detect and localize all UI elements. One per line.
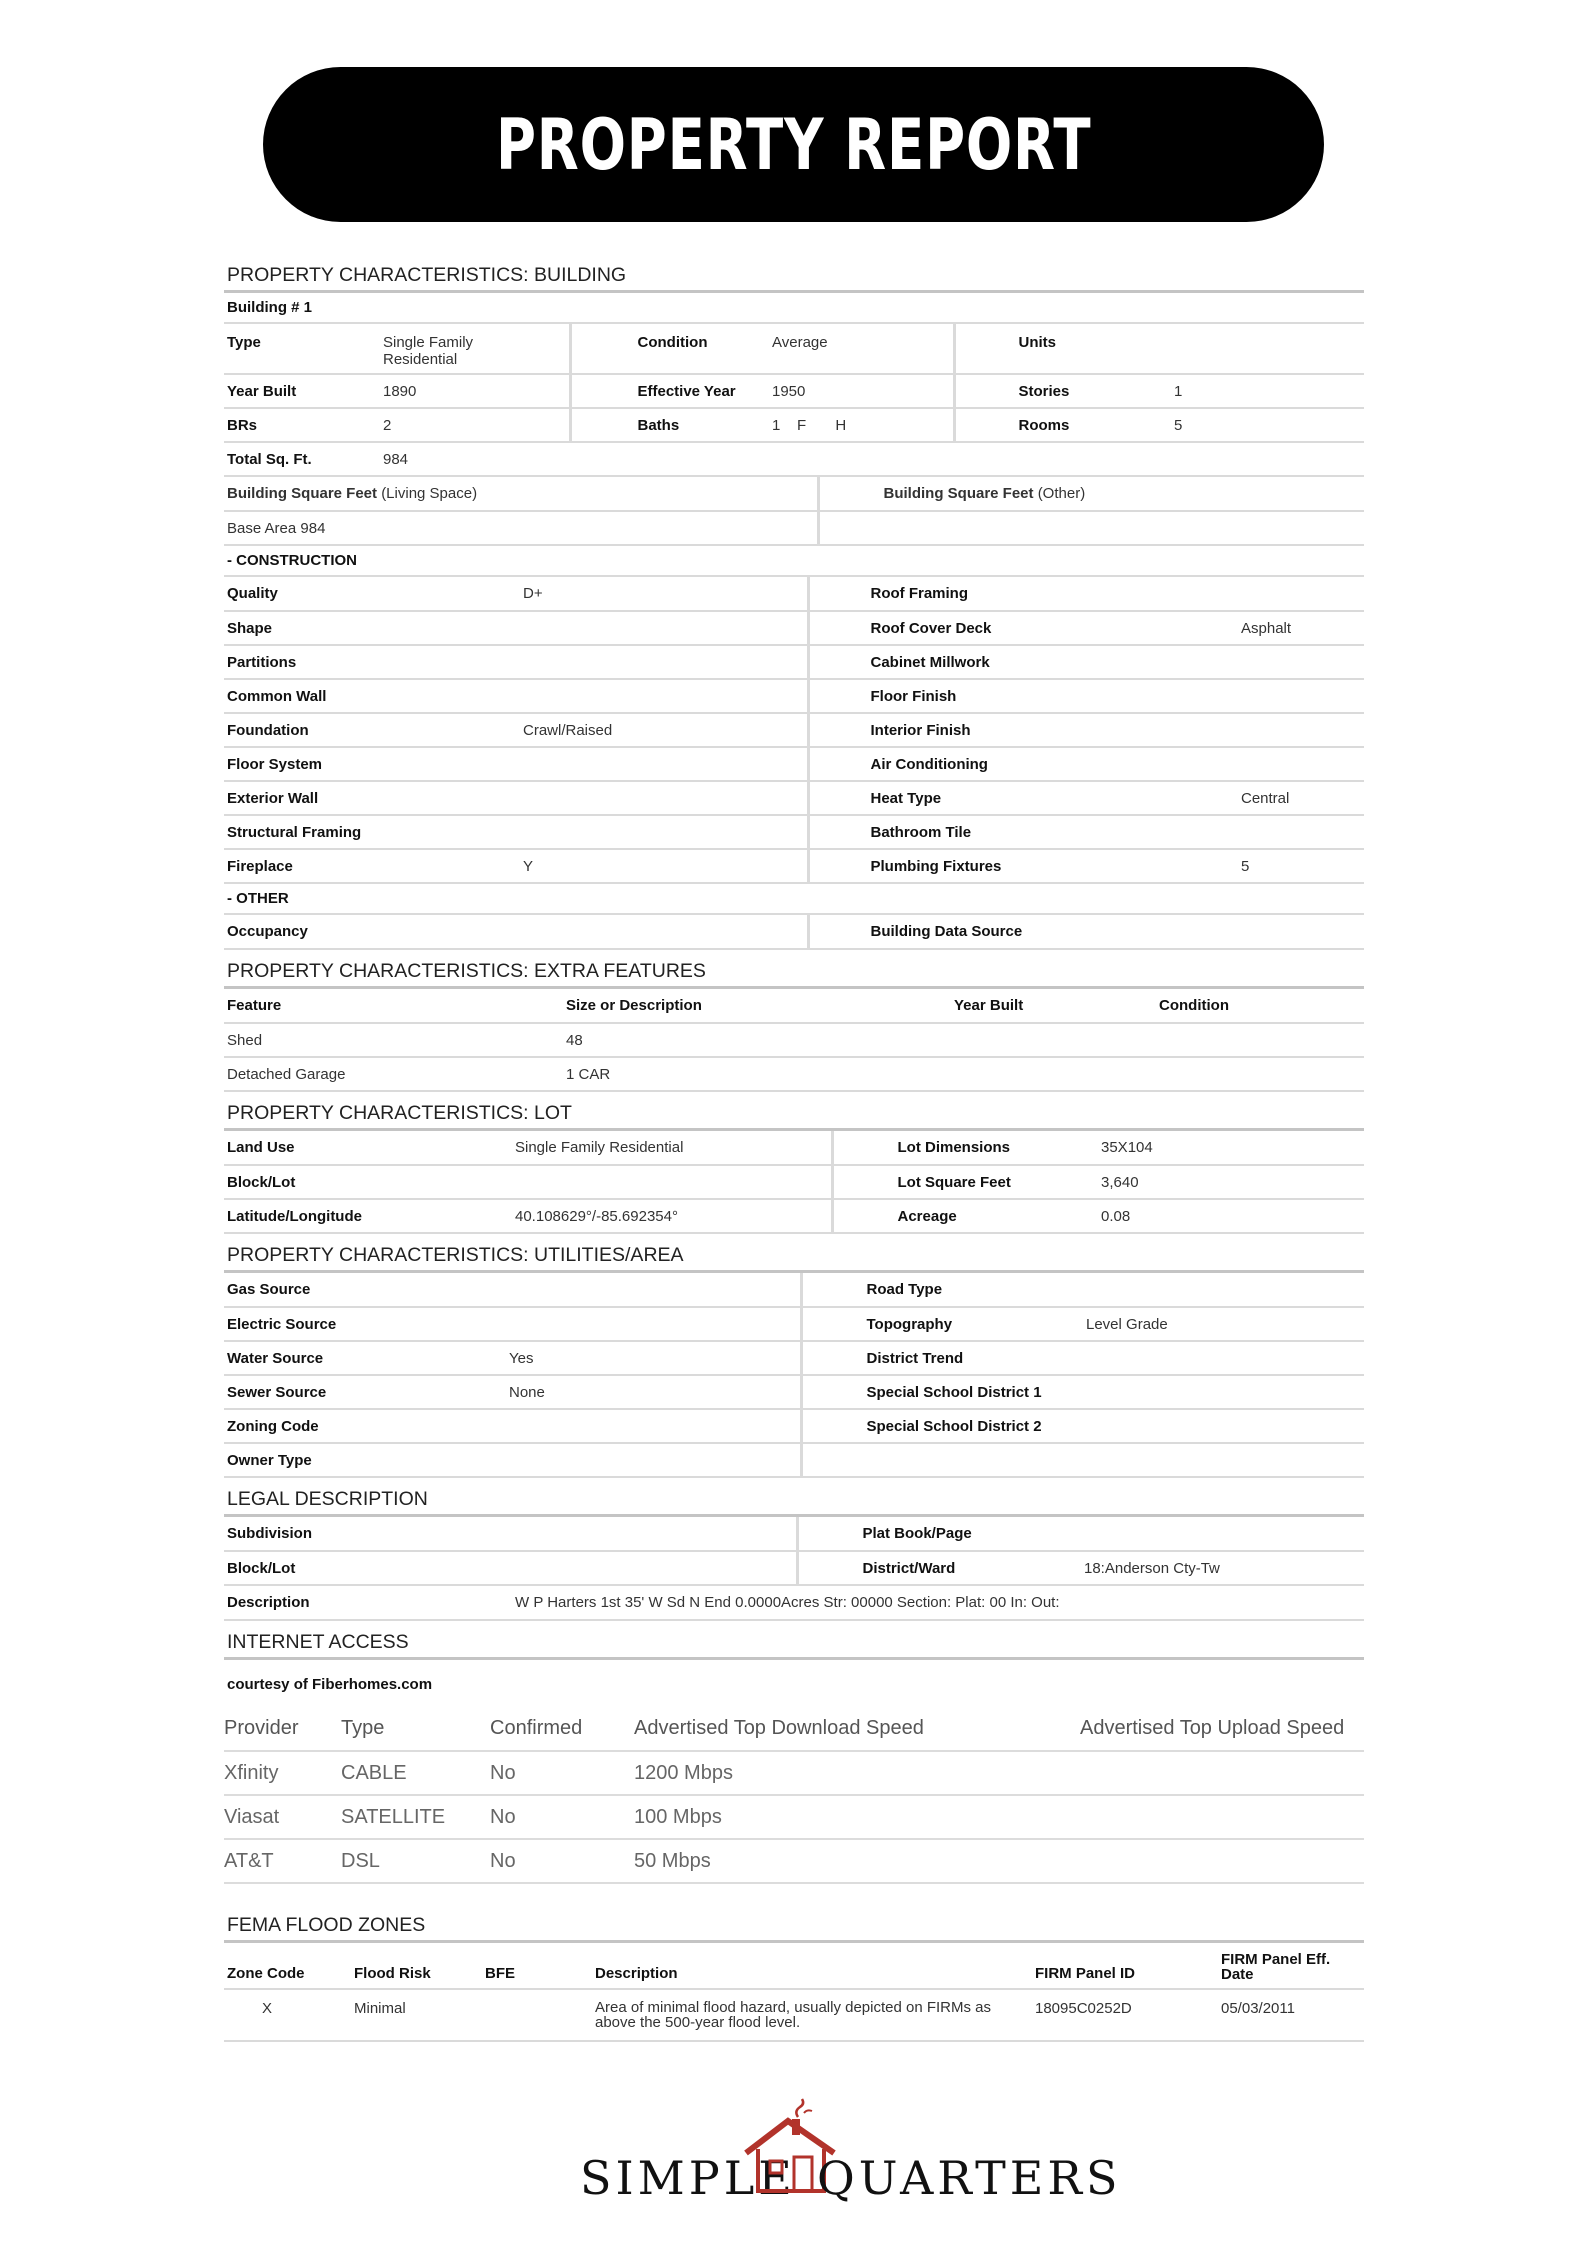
row-value bbox=[1238, 815, 1364, 849]
zone-code: X bbox=[224, 1989, 351, 2041]
row-value bbox=[512, 1517, 797, 1551]
report-title: PROPERTY REPORT bbox=[495, 103, 1092, 186]
row-label: Latitude/Longitude bbox=[224, 1199, 512, 1233]
row-label: Plumbing Fixtures bbox=[808, 849, 1238, 883]
bsf-other-label: Building Square Feet bbox=[883, 485, 1034, 502]
provider-cell: CABLE bbox=[341, 1751, 490, 1795]
table-row bbox=[224, 611, 1364, 645]
provider-cell: 50 Mbps bbox=[634, 1839, 1080, 1883]
feature-size: 1 CAR bbox=[563, 1057, 951, 1091]
condition-value: Average bbox=[769, 324, 954, 374]
row-value bbox=[1083, 1409, 1364, 1443]
feature-year bbox=[951, 1023, 1156, 1057]
col-header: Provider bbox=[224, 1707, 341, 1751]
col-header: BFE bbox=[482, 1943, 592, 1989]
table-row bbox=[224, 374, 1364, 408]
year-built-value: 1890 bbox=[380, 374, 570, 408]
col-header: Year Built bbox=[951, 989, 1156, 1023]
row-value bbox=[520, 747, 808, 781]
table-row bbox=[224, 1409, 1364, 1443]
table-row bbox=[224, 713, 1364, 747]
feature-year bbox=[951, 1057, 1156, 1091]
provider-cell bbox=[1080, 1795, 1364, 1839]
table-row bbox=[224, 1131, 1364, 1165]
row-label: Floor System bbox=[224, 747, 520, 781]
section-title-legal: LEGAL DESCRIPTION bbox=[227, 1488, 428, 1510]
provider-cell: 1200 Mbps bbox=[634, 1751, 1080, 1795]
row-value: Y bbox=[520, 849, 808, 883]
rooms-label: Rooms bbox=[954, 408, 1124, 442]
zone-description: Area of minimal flood hazard, usually depicted on FIRMs as above the 500-year flood level. bbox=[592, 1989, 1032, 2041]
table-row bbox=[224, 1057, 1364, 1091]
logo-word-right: QUARTERS bbox=[817, 2151, 1122, 2205]
row-label: Topography bbox=[801, 1307, 1083, 1341]
row-label: Exterior Wall bbox=[224, 781, 520, 815]
table-row bbox=[224, 324, 1364, 374]
table-row bbox=[224, 1751, 1364, 1795]
row-value bbox=[1238, 679, 1364, 713]
provider-cell: No bbox=[490, 1839, 634, 1883]
row-value bbox=[1238, 713, 1364, 747]
legal-description-label: Description bbox=[224, 1586, 512, 1620]
table-row bbox=[224, 1023, 1364, 1057]
row-label: Roof Framing bbox=[808, 577, 1238, 611]
section-title-extra-features: PROPERTY CHARACTERISTICS: EXTRA FEATURES bbox=[227, 960, 706, 982]
bsf-other-cell bbox=[818, 477, 1364, 511]
provider-cell bbox=[1080, 1751, 1364, 1795]
row-label: Special School District 2 bbox=[801, 1409, 1083, 1443]
row-value bbox=[520, 815, 808, 849]
row-label: Shape bbox=[224, 611, 520, 645]
feature-condition bbox=[1156, 1023, 1364, 1057]
row-label: Land Use bbox=[224, 1131, 512, 1165]
table-row bbox=[224, 781, 1364, 815]
section-title-fema: FEMA FLOOD ZONES bbox=[227, 1914, 426, 1936]
row-value bbox=[1083, 1443, 1364, 1477]
row-value bbox=[1083, 1375, 1364, 1409]
baths-value: 1 F H bbox=[769, 408, 954, 442]
table-row bbox=[224, 1443, 1364, 1477]
row-label: Block/Lot bbox=[224, 1551, 512, 1585]
other-title: - OTHER bbox=[224, 884, 1364, 915]
row-label: Common Wall bbox=[224, 679, 520, 713]
row-label: District Trend bbox=[801, 1341, 1083, 1375]
table-row bbox=[224, 1989, 1364, 2041]
row-value: Level Grade bbox=[1083, 1307, 1364, 1341]
table-row bbox=[224, 1307, 1364, 1341]
row-label: Sewer Source bbox=[224, 1375, 506, 1409]
extra-features-table bbox=[224, 989, 1364, 1092]
table-row bbox=[224, 408, 1364, 442]
provider-cell: No bbox=[490, 1751, 634, 1795]
construction-table bbox=[224, 577, 1364, 884]
table-row bbox=[224, 1551, 1364, 1585]
row-label: Foundation bbox=[224, 713, 520, 747]
row-value bbox=[1083, 1341, 1364, 1375]
table-row bbox=[224, 577, 1364, 611]
rooms-value: 5 bbox=[1124, 408, 1364, 442]
provider-cell: DSL bbox=[341, 1839, 490, 1883]
row-label bbox=[801, 1443, 1083, 1477]
row-value bbox=[1238, 577, 1364, 611]
row-value: Asphalt bbox=[1238, 611, 1364, 645]
table-row bbox=[224, 442, 1364, 476]
feature-name: Shed bbox=[224, 1023, 563, 1057]
occupancy-label: Occupancy bbox=[224, 915, 520, 949]
occupancy-value bbox=[520, 915, 808, 949]
bfe bbox=[482, 1989, 592, 2041]
col-header: Type bbox=[341, 1707, 490, 1751]
section-title-internet: INTERNET ACCESS bbox=[227, 1631, 409, 1653]
col-header: Size or Description bbox=[563, 989, 951, 1023]
logo-word-left: SIMPLE bbox=[580, 2151, 796, 2205]
table-row bbox=[224, 1586, 1364, 1620]
row-value bbox=[506, 1307, 801, 1341]
report-banner bbox=[263, 67, 1324, 222]
simple-quarters-logo bbox=[580, 2095, 1122, 2205]
stories-label: Stories bbox=[954, 374, 1124, 408]
row-label: Gas Source bbox=[224, 1273, 506, 1307]
table-row bbox=[224, 1795, 1364, 1839]
year-built-label: Year Built bbox=[224, 374, 380, 408]
table-row bbox=[224, 747, 1364, 781]
report-document bbox=[224, 260, 1364, 2042]
stories-value: 1 bbox=[1124, 374, 1364, 408]
table-row bbox=[224, 989, 1364, 1023]
section-title-building: PROPERTY CHARACTERISTICS: BUILDING bbox=[227, 264, 627, 286]
table-row bbox=[224, 1165, 1364, 1199]
row-label: Zoning Code bbox=[224, 1409, 506, 1443]
row-value bbox=[520, 645, 808, 679]
legal-table bbox=[224, 1517, 1364, 1586]
total-sqft-value: 984 bbox=[380, 442, 1364, 476]
col-header: Feature bbox=[224, 989, 563, 1023]
row-label: Interior Finish bbox=[808, 713, 1238, 747]
bsf-living-label: Building Square Feet bbox=[227, 485, 378, 502]
row-label: Lot Dimensions bbox=[832, 1131, 1098, 1165]
row-value bbox=[506, 1273, 801, 1307]
fema-table bbox=[224, 1943, 1364, 2042]
row-value: Central bbox=[1238, 781, 1364, 815]
row-label: Subdivision bbox=[224, 1517, 512, 1551]
col-header: Condition bbox=[1156, 989, 1364, 1023]
row-value: D+ bbox=[520, 577, 808, 611]
row-label: Bathroom Tile bbox=[808, 815, 1238, 849]
legal-description-table bbox=[224, 1586, 1364, 1621]
row-label: Special School District 1 bbox=[801, 1375, 1083, 1409]
provider-cell: No bbox=[490, 1795, 634, 1839]
row-value: 35X104 bbox=[1098, 1131, 1364, 1165]
table-row bbox=[224, 477, 1364, 511]
row-value bbox=[512, 1551, 797, 1585]
row-label: Acreage bbox=[832, 1199, 1098, 1233]
total-sqft-label: Total Sq. Ft. bbox=[224, 442, 380, 476]
row-value: Yes bbox=[506, 1341, 801, 1375]
row-label: Block/Lot bbox=[224, 1165, 512, 1199]
building-number: Building # 1 bbox=[224, 293, 1364, 324]
table-row bbox=[224, 915, 1364, 949]
row-value bbox=[1238, 747, 1364, 781]
row-label: Quality bbox=[224, 577, 520, 611]
row-value bbox=[1081, 1517, 1364, 1551]
bsf-living-suffix: (Living Space) bbox=[381, 485, 478, 502]
units-value bbox=[1124, 324, 1364, 374]
row-label: Water Source bbox=[224, 1341, 506, 1375]
row-label: Floor Finish bbox=[808, 679, 1238, 713]
flood-risk: Minimal bbox=[351, 1989, 482, 2041]
internet-table bbox=[224, 1707, 1364, 1884]
row-value: Single Family Residential bbox=[512, 1131, 832, 1165]
row-label: Road Type bbox=[801, 1273, 1083, 1307]
other-table bbox=[224, 915, 1364, 950]
col-header: Description bbox=[592, 1943, 1032, 1989]
bsf-living-cell bbox=[224, 477, 818, 511]
row-label: Fireplace bbox=[224, 849, 520, 883]
row-value: 3,640 bbox=[1098, 1165, 1364, 1199]
row-label: Heat Type bbox=[808, 781, 1238, 815]
building-data-source-label: Building Data Source bbox=[808, 915, 1238, 949]
row-value: None bbox=[506, 1375, 801, 1409]
row-label: Roof Cover Deck bbox=[808, 611, 1238, 645]
bsf-other-suffix: (Other) bbox=[1037, 485, 1086, 502]
col-header: Zone Code bbox=[224, 1943, 351, 1989]
section-title-lot: PROPERTY CHARACTERISTICS: LOT bbox=[227, 1102, 572, 1124]
baths-label: Baths bbox=[570, 408, 769, 442]
legal-description-value: W P Harters 1st 35' W Sd N End 0.0000Acres Str: 00000 Section: Plat: 00 In: Out: bbox=[512, 1586, 1364, 1620]
feature-name: Detached Garage bbox=[224, 1057, 563, 1091]
table-row bbox=[224, 1199, 1364, 1233]
table-row bbox=[224, 849, 1364, 883]
provider-cell: Xfinity bbox=[224, 1751, 341, 1795]
brs-label: BRs bbox=[224, 408, 380, 442]
table-row bbox=[224, 511, 1364, 545]
row-value bbox=[512, 1165, 832, 1199]
provider-cell: 100 Mbps bbox=[634, 1795, 1080, 1839]
brs-value: 2 bbox=[380, 408, 570, 442]
lot-table bbox=[224, 1131, 1364, 1234]
table-row bbox=[224, 815, 1364, 849]
col-header: Advertised Top Upload Speed bbox=[1080, 1707, 1364, 1751]
utilities-table bbox=[224, 1273, 1364, 1478]
construction-title: - CONSTRUCTION bbox=[224, 546, 1364, 577]
row-value bbox=[1083, 1273, 1364, 1307]
table-row bbox=[224, 679, 1364, 713]
row-label: Air Conditioning bbox=[808, 747, 1238, 781]
provider-cell: SATELLITE bbox=[341, 1795, 490, 1839]
section-title-utilities: PROPERTY CHARACTERISTICS: UTILITIES/AREA bbox=[227, 1244, 684, 1266]
table-row bbox=[224, 1839, 1364, 1883]
table-row bbox=[224, 1375, 1364, 1409]
table-header-row bbox=[224, 1943, 1364, 1989]
row-label: Cabinet Millwork bbox=[808, 645, 1238, 679]
row-label: Electric Source bbox=[224, 1307, 506, 1341]
row-value bbox=[520, 611, 808, 645]
col-header: Confirmed bbox=[490, 1707, 634, 1751]
type-value: Single Family Residential bbox=[380, 324, 570, 374]
row-value bbox=[506, 1443, 801, 1477]
row-value bbox=[520, 781, 808, 815]
row-label: Partitions bbox=[224, 645, 520, 679]
row-label: Owner Type bbox=[224, 1443, 506, 1477]
feature-condition bbox=[1156, 1057, 1364, 1091]
feature-size: 48 bbox=[563, 1023, 951, 1057]
col-header: FIRM Panel ID bbox=[1032, 1943, 1218, 1989]
building-main-table bbox=[224, 324, 1364, 477]
units-label: Units bbox=[954, 324, 1124, 374]
row-label: District/Ward bbox=[797, 1551, 1081, 1585]
effective-year-label: Effective Year bbox=[570, 374, 769, 408]
table-row bbox=[224, 1341, 1364, 1375]
row-value: 40.108629°/-85.692354° bbox=[512, 1199, 832, 1233]
table-row bbox=[224, 1517, 1364, 1551]
col-header: Flood Risk bbox=[351, 1943, 482, 1989]
building-sqft-table bbox=[224, 477, 1364, 546]
effective-year-value: 1950 bbox=[769, 374, 954, 408]
firm-panel-id: 18095C0252D bbox=[1032, 1989, 1218, 2041]
row-label: Structural Framing bbox=[224, 815, 520, 849]
row-value: Crawl/Raised bbox=[520, 713, 808, 747]
row-value bbox=[1238, 645, 1364, 679]
col-header: Advertised Top Download Speed bbox=[634, 1707, 1080, 1751]
firm-panel-date: 05/03/2011 bbox=[1218, 1989, 1364, 2041]
table-row bbox=[224, 1273, 1364, 1307]
provider-cell: Viasat bbox=[224, 1795, 341, 1839]
type-label: Type bbox=[224, 324, 380, 374]
row-value: 5 bbox=[1238, 849, 1364, 883]
row-value bbox=[506, 1409, 801, 1443]
building-data-source-value bbox=[1238, 915, 1364, 949]
row-value: 0.08 bbox=[1098, 1199, 1364, 1233]
table-header-row bbox=[224, 1707, 1364, 1751]
condition-label: Condition bbox=[570, 324, 769, 374]
table-row bbox=[224, 645, 1364, 679]
internet-courtesy: courtesy of Fiberhomes.com bbox=[227, 1676, 433, 1693]
col-header: FIRM Panel Eff. Date bbox=[1218, 1943, 1364, 1989]
row-label: Plat Book/Page bbox=[797, 1517, 1081, 1551]
provider-cell: AT&T bbox=[224, 1839, 341, 1883]
provider-cell bbox=[1080, 1839, 1364, 1883]
row-value bbox=[520, 679, 808, 713]
row-label: Lot Square Feet bbox=[832, 1165, 1098, 1199]
row-value: 18:Anderson Cty-Tw bbox=[1081, 1551, 1364, 1585]
base-area: Base Area 984 bbox=[224, 511, 818, 545]
